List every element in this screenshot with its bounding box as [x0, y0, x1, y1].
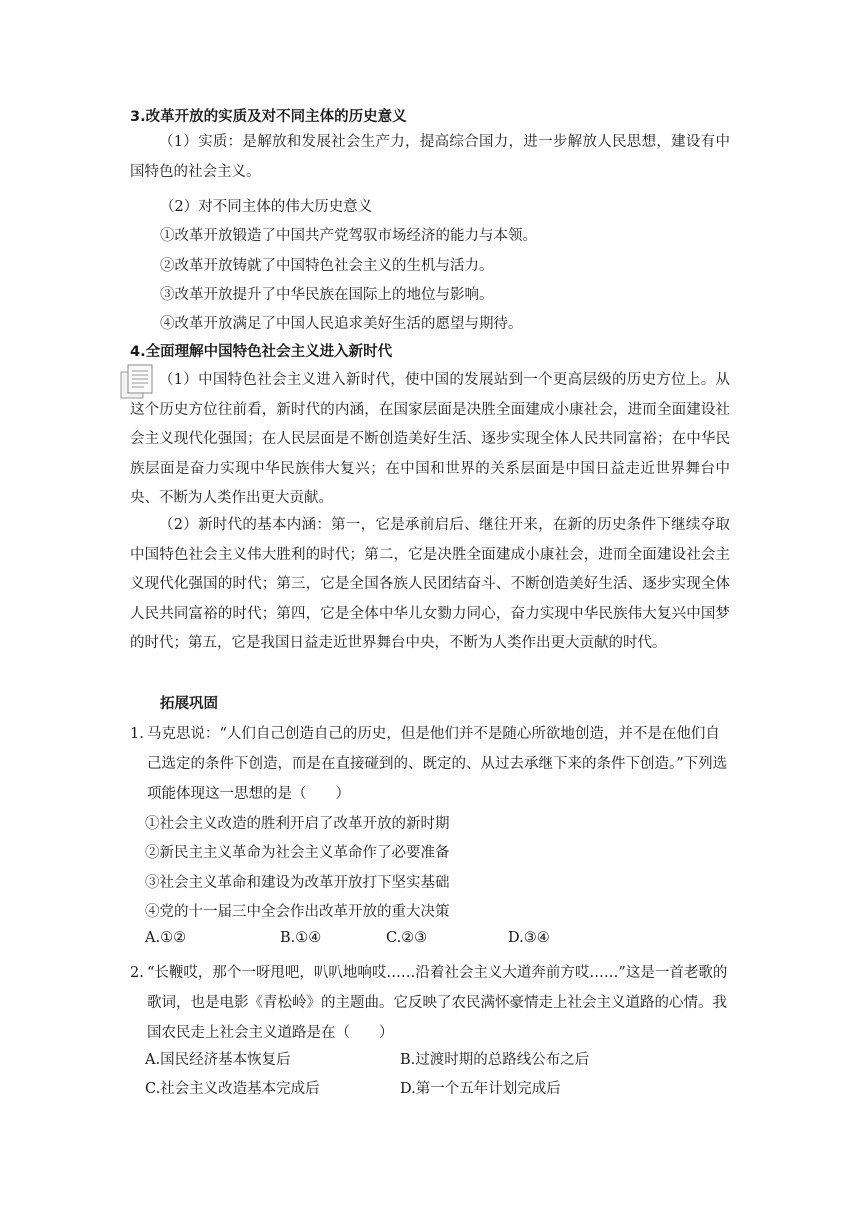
section-3-paragraph-1: （1）实质：是解放和发展社会生产力，提高综合国力，进一步解放人民思想，建设有中国特色的社会主义。 — [130, 134, 730, 180]
question-1-item-3: ③社会主义革命和建设为改革开放打下坚实基础 — [145, 875, 450, 891]
section-3-title: 3.改革开放的实质及对不同主体的历史意义 — [130, 109, 407, 125]
question-1-item-2: ②新民主主义革命为社会主义革命作了必要准备 — [145, 845, 450, 861]
section-3-item-3: ③改革开放提升了中华民族在国际上的地位与影响。 — [160, 287, 494, 303]
question-1 — [130, 719, 730, 809]
question-2-option-a[interactable]: A.国民经济基本恢复后 — [145, 1052, 291, 1068]
section-4-paragraph-2: （2）新时代的基本内涵：第一，它是承前启后、继往开来，在新的历史条件下继续夺取中国特色社会主义伟大胜利的时代；第二，它是决胜全面建成小康社会，进而全面建设社会主义现代化强国的时代；第三，它是全国各族人民团结奋斗、不断创造美好生活、逐步实现全体人民共同富裕的时代；第四，它是全体中华儿女勠力同心，奋力实现中华民族伟大复兴中国梦的时代；第五，它是我国日益走近世界舞台中央，不断为人类作出更大贡献的时代。 — [130, 517, 730, 652]
question-2-option-c[interactable]: C.社会主义改造基本完成后 — [145, 1081, 320, 1097]
section-3-item-4: ④改革开放满足了中国人民追求美好生活的愿望与期待。 — [160, 316, 523, 332]
question-1-option-d[interactable]: D.③④ — [508, 930, 550, 946]
question-1-option-b[interactable]: B.①④ — [280, 930, 322, 946]
question-1-option-c[interactable]: C.②③ — [386, 930, 428, 946]
question-1-item-4: ④党的十一届三中全会作出改革开放的重大决策 — [145, 904, 450, 920]
question-2-option-d[interactable]: D.第一个五年计划完成后 — [400, 1081, 561, 1097]
section-3-item-1: ①改革开放锻造了中国共产党驾驭市场经济的能力与本领。 — [160, 228, 537, 244]
section-3-paragraph-2: （2）对不同主体的伟大历史意义 — [160, 199, 373, 215]
section-3-item-2: ②改革开放铸就了中国特色社会主义的生机与活力。 — [160, 258, 494, 274]
question-2 — [130, 958, 730, 1048]
question-1-option-a[interactable]: A.①② — [145, 930, 187, 946]
practice-title: 拓展巩固 — [160, 696, 218, 712]
question-2-number: 2. — [130, 965, 144, 981]
section-4-paragraph-1: （1）中国特色社会主义进入新时代，使中国的发展站到一个更高层级的历史方位上。从这个历史方位往前看，新时代的内涵，在国家层面是决胜全面建成小康社会，进而全面建设社会主义现代化强国；在人民层面是不断创造美好生活、逐步实现全体人民共同富裕；在中华民族层面是奋力实现中华民族伟大复兴；在中国和世界的关系层面是中国日益走近世界舞台中央、不断为人类作出更大贡献。 — [130, 372, 730, 507]
question-1-stem: 马克思说：“人们自己创造自己的历史，但是他们并不是随心所欲地创造，并不是在他们自己选定的条件下创造，而是在直接碰到的、既定的、从过去承继下来的条件下创造。”下列选项能体现这一思想的是（ ） — [147, 726, 728, 802]
question-2-stem: “长鞭哎，那个一呀甩吧，叭叭地响哎……沿着社会主义大道奔前方哎……”这是一首老歌的歌词，也是电影《青松岭》的主题曲。它反映了农民满怀豪情走上社会主义道路的心情。我国农民走上社会主义道路是在（ ） — [147, 965, 728, 1041]
section-4-title: 4.全面理解中国特色社会主义进入新时代 — [130, 344, 393, 360]
question-2-option-b[interactable]: B.过渡时期的总路线公布之后 — [400, 1052, 590, 1068]
question-1-number: 1. — [130, 726, 144, 742]
question-1-item-1: ①社会主义改造的胜利开启了改革开放的新时期 — [145, 816, 450, 832]
